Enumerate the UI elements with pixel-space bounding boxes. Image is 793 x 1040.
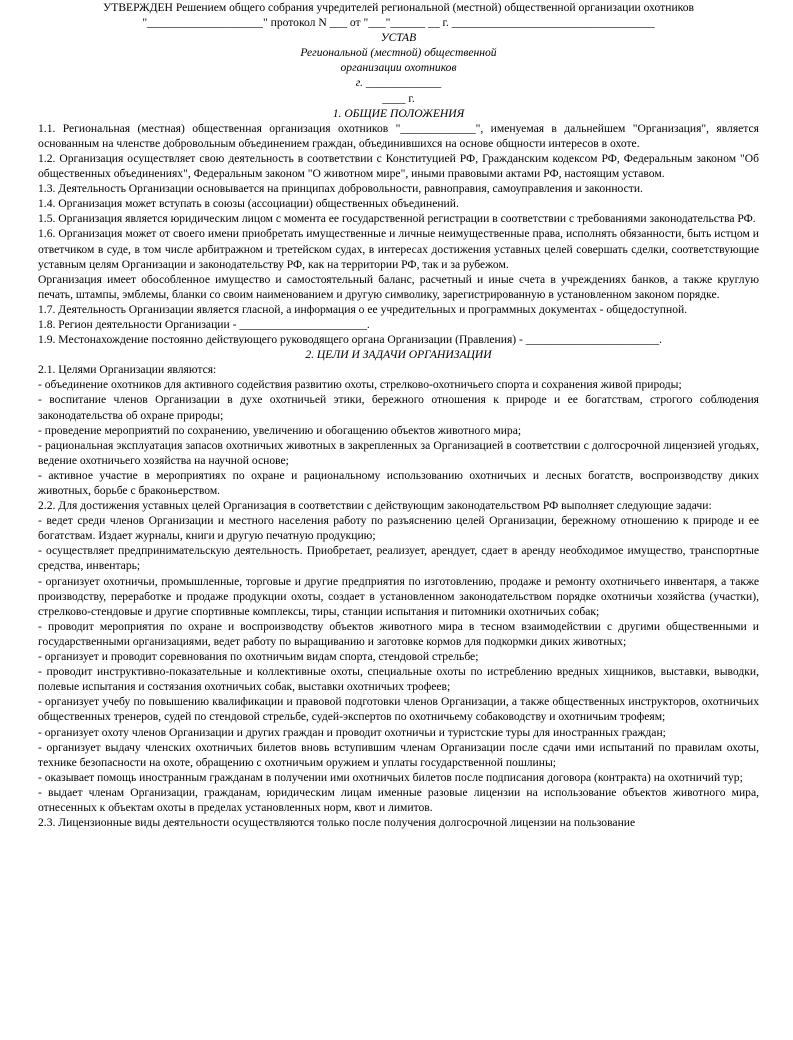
paragraph: - организует охоту членов Организации и других граждан и проводит охотничьи и туристские туры для иностранных граждан; [38,725,666,739]
paragraph: - объединение охотников для активного содействия развитию охоты, стрелково-охотничьего спорта и сохранения живой природы; [38,378,682,392]
paragraph: 1.3. Деятельность Организации основывается на принципах добровольности, равноправия, самоуправления и законности. [38,182,643,196]
approval-header [38,0,759,30]
paragraph: - рациональная эксплуатация запасов охотничьих животных в закрепленных за Организацией в соответствии с долгосрочной лицензией угодьях, ведение охотничьего хозяйства на научной основе; [38,438,759,467]
paragraph: 1.1. Региональная (местная) общественная организация охотников "_____________", именуемая в дальнейшем "Организация", является основанным на членстве добровольным объединением граждан, объединившихся на основе общности интересов в охоте. [38,121,759,150]
document-title: УСТАВ [380,31,417,45]
paragraph: - ведет среди членов Организации и местного населения работу по разъяснению целей Организации, бережному отношению к природе и ее богатствам. Издает журналы, книги и другую печатную продукцию; [38,514,759,543]
approval-line-2: "____________________" протокол N ___ от "___"______ __ г. ___________________________________ [142,16,655,30]
paragraph: 2.1. Целями Организации являются: [38,363,217,377]
section-2-heading: 2. ЦЕЛИ И ЗАДАЧИ ОРГАНИЗАЦИИ [305,348,492,362]
paragraph: Организация имеет обособленное имущество и самостоятельный баланс, расчетный и иные счета в учреждениях банков, а также круглую печать, штампы, эмблемы, бланки со своим наименованием и другую символику, зарегистрированную в установленном законом порядке. [38,272,759,301]
paragraph: 1.5. Организация является юридическим лицом с момента ее государственной регистрации в соответствии с требованиями законодательства РФ. [38,212,756,226]
paragraph: - организует охотничьи, промышленные, торговые и другие предприятия по изготовлению, продаже и ремонту охотничьего инвентаря, а также производству, переработке и продаже продукции охоты, создает в установленном законодательством порядке охотничьи хозяйства (участки), стрелково-стендовые и другие спортивные комплексы, тиры, станции испытания и питомники охотничьих собак; [38,574,759,618]
paragraph: - осуществляет предпринимательскую деятельность. Приобретает, реализует, арендует, сдает в аренду необходимое имущество, транспортные средства, инвентарь; [38,544,759,573]
paragraph: 1.4. Организация может вступать в союзы (ассоциации) общественных объединений. [38,197,459,211]
paragraph: 2.3. Лицензионные виды деятельности осуществляются только после получения долгосрочной лицензии на пользование [38,816,636,830]
paragraph: - активное участие в мероприятиях по охране и рациональному использованию охотничьих и лесных богатств, воспроизводству диких животных, борьбе с браконьерством. [38,468,759,497]
org-name-line-2: организации охотников [340,61,457,75]
paragraph: - воспитание членов Организации в духе охотничьей этики, бережного отношения к природе и ее богатствам, строгого соблюдения законодательства об охране природы; [38,393,759,422]
paragraph: 1.8. Регион деятельности Организации - ______________________. [38,317,370,331]
paragraph: - оказывает помощь иностранным гражданам в получении ими охотничьих билетов после подписания договора (контракта) на охотничий тур; [38,770,743,784]
paragraph: - организует выдачу членских охотничьих билетов вновь вступившим членам Организации после сдачи ими испытаний по правилам охоты, технике безопасности на охоте, обращению с охотничьим оружием и уплаты государственной пошлины; [38,740,759,769]
section-1-body [38,121,759,347]
paragraph: - выдает членам Организации, гражданам, юридическим лицам именные разовые лицензии на использование объектов животного мира, отнесенных к объектам охоты в пределах установленных норм, квот и лимитов. [38,785,759,814]
section-1-heading: 1. ОБЩИЕ ПОЛОЖЕНИЯ [332,106,465,120]
paragraph: 1.2. Организация осуществляет свою деятельность в соответствии с Конституцией РФ, Гражданским кодексом РФ, Федеральным законом "Об общественных объединениях", Федеральным законом "О животном мире", иными правовыми актами РФ, настоящим уставом. [38,151,759,181]
paragraph: 1.9. Местонахождение постоянно действующего руководящего органа Организации (Правления) - _______________________. [38,333,663,347]
paragraph: - проводит мероприятия по охране и воспроизводству объектов животного мира в тесном взаимодействии с другими общественными и государственными организациями, ведет работу по выращиванию и заготовке кормов для подкормки диких животных; [38,619,759,648]
paragraph: 1.6. Организация может от своего имени приобретать имущественные и личные неимущественные права, исполнять обязанности, быть истцом и ответчиком в суде, в том числе арбитражном и третейском судах, в интересах достижения уставных целей совершать сделки, соответствующие уставным целям Организации и законодательству РФ, как на территории РФ, так и за рубежом. [38,227,759,271]
org-name-line-1: Региональной (местной) общественной [300,46,497,60]
paragraph: - организует учебу по повышению квалификации и правовой подготовки членов Организации, а также общественных инструкторов, охотничьих общественных тренеров, судей по стендовой стрельбе, судей-экспертов по охотничьему собаководству и охотничьим трофеям; [38,695,759,724]
paragraph: - проведение мероприятий по сохранению, увеличению и обогащению объектов животного мира; [38,423,522,437]
city-line: г. _____________ [355,76,442,90]
paragraph: - проводит инструктивно-показательные и коллективные охоты, специальные охоты по истреблению вредных хищников, выставки, выводки, полевые испытания и состязания охотничьих собак, выставки охотничьих трофеев; [38,665,759,694]
paragraph: 2.2. Для достижения уставных целей Организация в соответствии с действующим законодательством РФ выполняет следующие задачи: [38,499,712,513]
year-line: ____ г. [382,91,415,105]
section-2-body [38,362,759,830]
approval-line-1: УТВЕРЖДЕН Решением общего собрания учредителей региональной (местной) общественной организации охотников [103,1,694,14]
paragraph: 1.7. Деятельность Организации является гласной, а информация о ее учредительных и программных документах - общедоступной. [38,302,688,316]
paragraph: - организует и проводит соревнования по охотничьим видам спорта, стендовой стрельбе; [38,650,479,664]
